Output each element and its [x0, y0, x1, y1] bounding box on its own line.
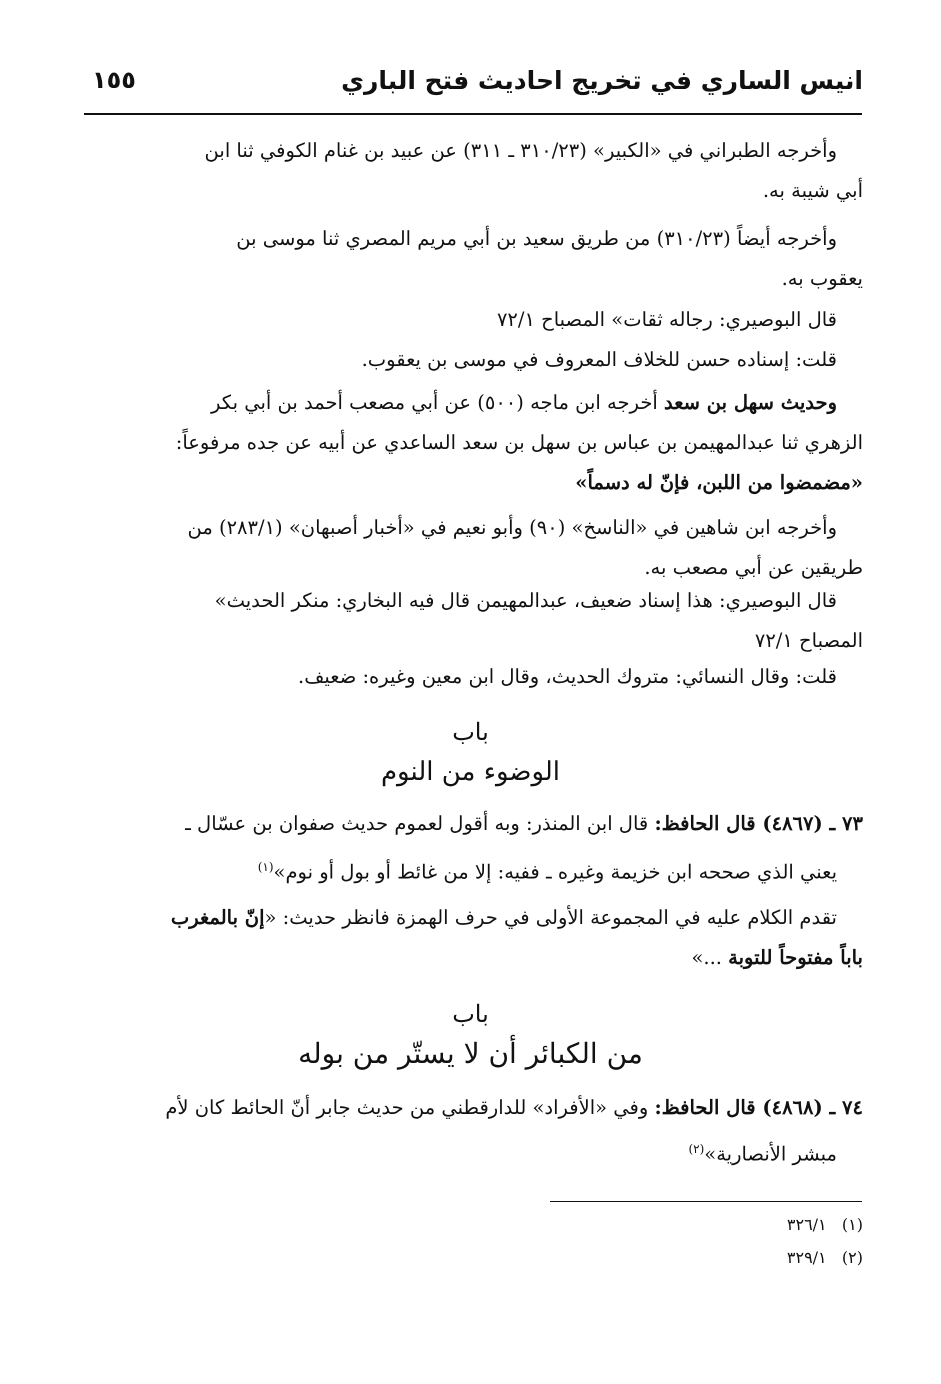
page-number: ١٥٥: [92, 66, 136, 94]
hadith-74-text: وفي «الأفراد» للدارقطني من حديث جابر أنّ الحائط كان لأم: [165, 1096, 655, 1119]
hadith-73-line-1: [79, 804, 863, 844]
hadith-73-note-quote-2: باباً مفتوحاً للتوبة: [728, 946, 863, 969]
paragraph-1-line-2: أبي شيبة به.: [762, 179, 863, 202]
section-1-heading: باب: [452, 718, 489, 746]
section-2-title: من الكبائر أن لا يستّر من بوله: [298, 1037, 643, 1070]
footnote-1-text: ٣٢٦/١: [786, 1215, 827, 1234]
running-title: انيس الساري في تخريج احاديث فتح الباري: [341, 66, 863, 95]
section-1-title: الوضوء من النوم: [380, 757, 561, 787]
hadith-73-note-line-1: [79, 898, 837, 938]
footnote-2-text: ٣٢٩/١: [786, 1248, 827, 1267]
hadith-74-line-1: [79, 1088, 863, 1128]
paragraph-7-line-2: المصباح ٧٢/١: [754, 629, 863, 652]
hadith-74-text-2: مبشر الأنصارية»: [704, 1142, 837, 1166]
paragraph-5-lead: وحديث سهل بن سعد: [664, 391, 837, 414]
hadith-73-text-2: يعني الذي صححه ابن خزيمة وغيره ـ ففيه: إلا من غائط أو بول أو نوم»: [273, 860, 837, 884]
paragraph-5-quote: [79, 463, 863, 503]
paragraph-1-line-1: وأخرجه الطبراني في «الكبير» (٣١٠/٢٣ ـ ٣١١) عن عبيد بن غنام الكوفي ثنا ابن: [204, 139, 837, 162]
header-divider: [84, 113, 862, 115]
footnote-ref-2: (٢): [688, 1142, 705, 1156]
hadith-74-line-2: [53, 1129, 837, 1175]
paragraph-4: قلت: إسناده حسن للخلاف المعروف في موسى بن يعقوب.: [361, 348, 837, 371]
hadith-73-note-line-2: [79, 938, 863, 978]
paragraph-5-line-1-text: أخرجه ابن ماجه (٥٠٠) عن أبي مصعب أحمد بن أبي بكر: [211, 391, 664, 414]
section-2-heading: باب: [452, 1000, 489, 1028]
hadith-73-note-end: ...»: [691, 946, 722, 969]
paragraph-8: قلت: وقال النسائي: متروك الحديث، وقال ابن معين وغيره: ضعيف.: [298, 665, 837, 688]
hadith-73-note-quote: إنّ بالمغرب: [170, 906, 265, 929]
hadith-73-note-text: تقدم الكلام عليه في المجموعة الأولى في حرف الهمزة فانظر حديث: «: [264, 906, 837, 929]
footnote-divider: [550, 1201, 862, 1202]
footnote-1-number: (١): [841, 1215, 863, 1234]
hadith-73-text: قال ابن المنذر: وبه أقول لعموم حديث صفوان بن عسّال ـ: [185, 812, 655, 835]
paragraph-2-line-1: وأخرجه أيضاً (٣١٠/٢٣) من طريق سعيد بن أبي مريم المصري ثنا موسى بن: [236, 227, 837, 250]
hadith-74-number: ٧٤ ـ (٤٨٦٨) قال الحافظ:: [654, 1096, 863, 1119]
paragraph-6-line-2: طريقين عن أبي مصعب به.: [644, 556, 863, 579]
paragraph-2-line-2: يعقوب به.: [781, 267, 863, 290]
paragraph-7-line-1: قال البوصيري: هذا إسناد ضعيف، عبدالمهيمن قال فيه البخاري: منكر الحديث»: [214, 589, 837, 612]
paragraph-5-line-2: الزهري ثنا عبدالمهيمن بن عباس بن سهل بن سعد الساعدي عن أبيه عن جده مرفوعاً:: [175, 431, 863, 454]
hadith-73-line-2: [53, 847, 837, 893]
footnote-2-number: (٢): [841, 1248, 863, 1267]
footnote-1: [787, 1213, 863, 1237]
paragraph-6-line-1: وأخرجه ابن شاهين في «الناسخ» (٩٠) وأبو نعيم في «أخبار أصبهان» (٢٨٣/١) من: [187, 516, 837, 539]
hadith-quote: «مضمضوا من اللبن، فإنّ له دسماً»: [575, 471, 863, 494]
paragraph-3: قال البوصيري: رجاله ثقات» المصباح ٧٢/١: [496, 308, 837, 331]
paragraph-5-line-1: [79, 383, 837, 423]
hadith-73-number: ٧٣ ـ (٤٨٦٧) قال الحافظ:: [654, 812, 863, 835]
footnote-ref-1: (١): [257, 860, 274, 874]
footnote-2: [787, 1246, 863, 1270]
